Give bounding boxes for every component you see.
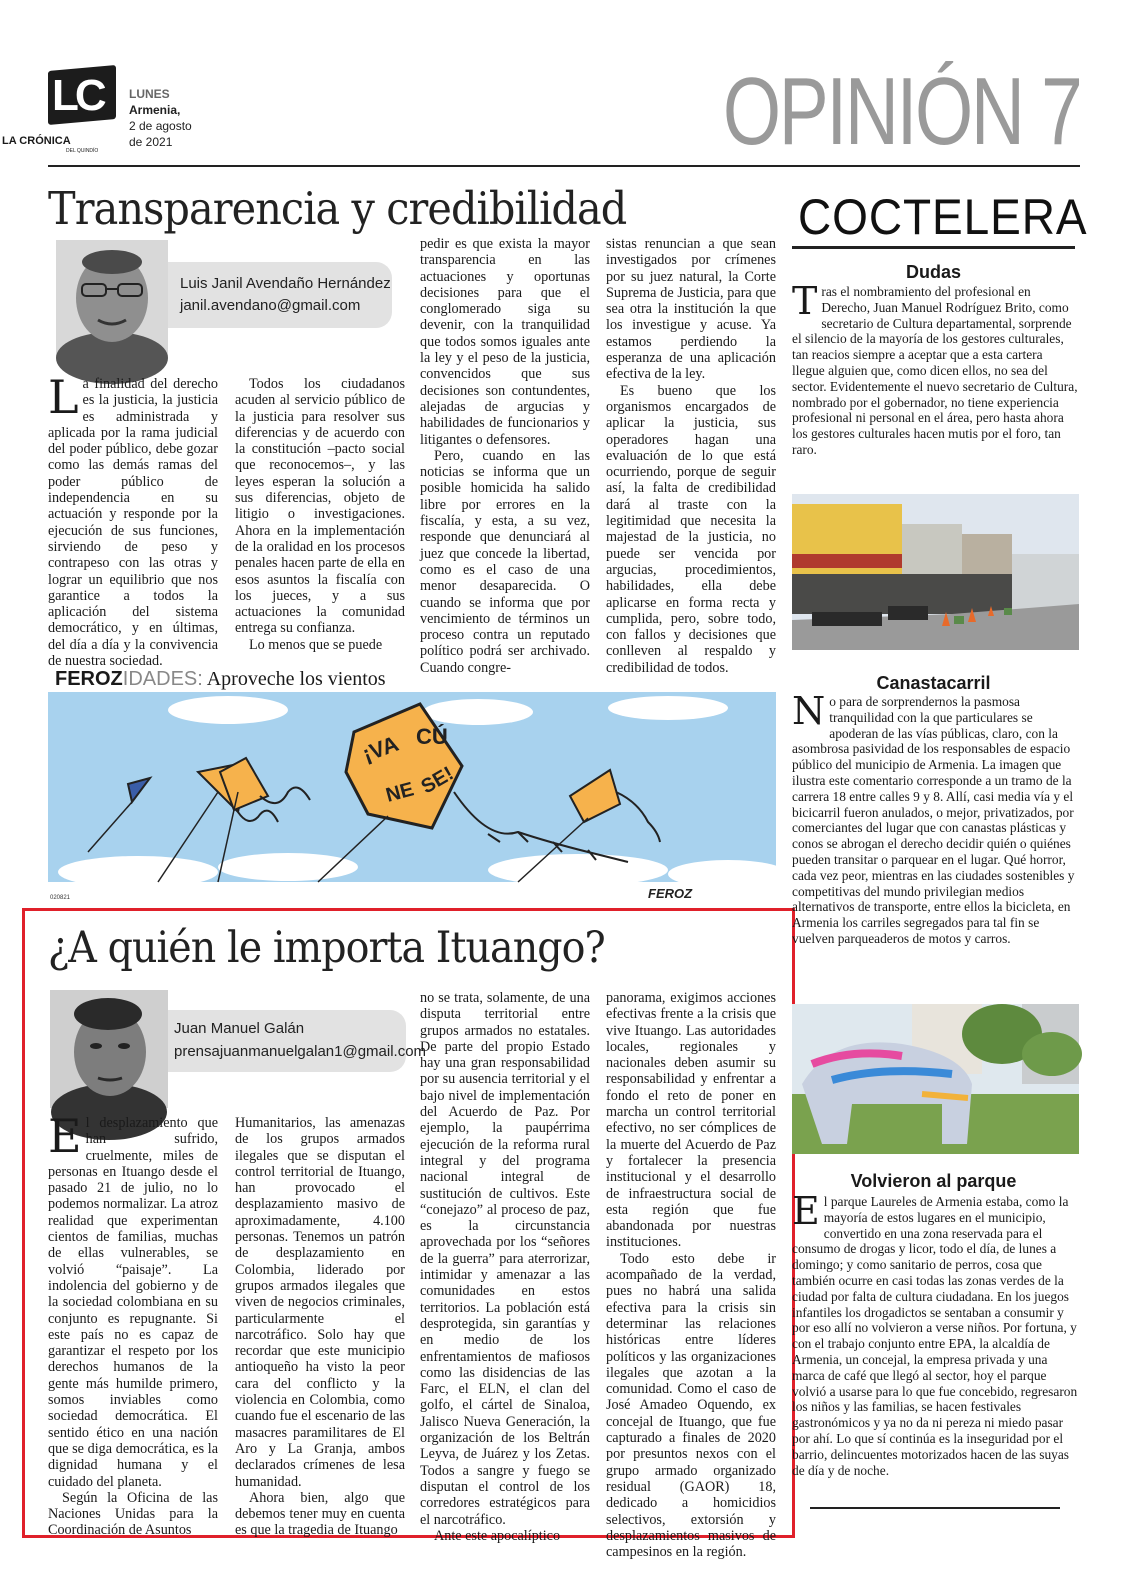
paragraph: sistas renuncian a que sean investigados por crímenes por su juez natural, la Corte Suprema de Justicia, para que sea otra la institución la que los investigue y acuse. Ya estamos perdiendo la esperanza de una aplicación efectiva de la ley. [606, 236, 776, 383]
article-1-author: Luis Janil Avendaño Hernández [180, 275, 391, 292]
article-2-author: Juan Manuel Galán [174, 1020, 305, 1037]
cartoon-code: 020821 [50, 895, 71, 901]
item-1-dropcap: T [792, 279, 818, 323]
paragraph: pedir es que exista la mayor transparencia en las actuaciones y oportunas decisiones para que el conglomerado siga su devenir, con la tranquilidad que todos somos iguales ante la ley y el peso de la justicia, convencidos que sus decisiones son contundentes, alejadas de argucias y habilidades de funcionarios y litigantes o defensores. [420, 236, 590, 448]
article-2-column-3 [420, 990, 590, 1544]
cartoon-illustration [48, 692, 776, 904]
article-2-email[interactable]: prensajuanmanuelgalan1@gmail.com [174, 1043, 427, 1060]
logo-letters: LC [52, 71, 103, 120]
article-2-column-4 [606, 990, 776, 1561]
article-2-dropcap: E [48, 1109, 82, 1163]
article-1-column-2 [235, 376, 405, 653]
coctelera-rule [792, 246, 1075, 249]
logo-subtitle: DEL QUINDÍO [66, 148, 99, 154]
dateline-date: 2 de agosto [129, 119, 192, 133]
coctelera-title: COCTELERA [798, 189, 1088, 245]
paragraph: panorama, exigimos acciones efectivas frente a la crisis que vive Ituango. Las autoridades locales, regionales y nacionales deben asumir su responsabilidad y enfrentar a fondo el reto de poner en marcha un control territorial efectivo, no ser cómplices de la muerte del Acuerdo de Paz y fortalecer la presencia institucional y el desarrollo de infraestructura social de esta región que fue abandonada por nuestras instituciones. [606, 990, 776, 1251]
item-1-heading: Dudas [905, 262, 961, 282]
cartoon-label-bold: FEROZ [55, 668, 123, 690]
paragraph: Ahora bien, algo que debemos tener muy en cuenta es que la tragedia de Ituango [235, 1489, 405, 1539]
cartoon-title: Aproveche los vientos [202, 668, 386, 690]
dateline-day: LUNES [129, 87, 170, 101]
item-2-heading: Canastacarril [876, 673, 991, 693]
item-3-text-block [792, 1189, 1078, 1484]
article-1-col1-text: a finalidad del derecho es la justicia, la justicia es administrada y aplicada por la rama judicial del poder público, debe gozar como las demás ramas del poder público de independencia en su actuación y responde por la ejecución de sus funciones, sirviendo de peso y contrapeso con las otras y lograr un equilibrio que nos garantice a todos la aplicación del sistema democrático, y en últimas, del día a día y la convivencia de nuestra sociedad. [48, 376, 218, 670]
item-2-text: o para de sorprendernos la pasmosa tranquilidad con la que particulares se apoderan de las vías públicas, claro, con la asombrosa pasividad de los responsables de espacio público del municipio de Armenia. La imagen que ilustra este comentario corresponde a un tramo de la carrera 18 entre calles 9 y 8. Allí, casi media vía y el bicicarril fueron anulados, o mejor, privatizados, por comerciantes del lugar que con canastas plásticas y conos se abrogan el derecho decidir quién o quiénes pueden transitar o parquear en el lugar. Qué horror, cada vez peor, mientras en las ciudades sostenibles y competitivas del mundo privilegian medios alternativos de transporte, entre ellos la bicicleta, en Armenia los carriles segregados para tal fin se vuelven parqueaderos de motos y carros. [792, 694, 1075, 946]
item-1-text: ras el nombramiento del profesional en Derecho, Juan Manuel Rodríguez Brito, como secretario de Cultura departamental, sorprende el silencio de la mayoría de los gestores culturales, tan reacios siempre a aceptar que a esta cartera llegue alguien que, como dicen ellos, no sea del sector. Evidentemente el nuevo secretario de Cultura, nombrado por el gobernador, no tiene experiencia profesional ni personal en el área, pero hasta ahora los gestores culturales hacen mutis por el foro, tan raro. [792, 284, 1078, 457]
article-1-title: Transparencia y credibilidad [48, 182, 627, 235]
item-2-text-block [792, 689, 1078, 968]
article-2-title: ¿A quién le importa Ituango? [48, 923, 605, 973]
paragraph: Es bueno que los organismos encargados de aplicar la justicia, sus operadores hagan una evaluación de lo que está ocurriendo, porque de seguir así, la falta de credibilidad dará al traste con la legitimidad que necesita la majestad de la justicia, no puede ser vencida por argucias, procedimientos, habilidades, ella debe aplicarse en forma recta y cumplida, pero, sobre todo, con fallos y decisiones que conlleven al respaldo y credibilidad de todos. [606, 382, 776, 676]
street-photo [792, 494, 1079, 650]
cartoon-caption [55, 668, 386, 691]
item-2-dropcap: N [792, 689, 826, 733]
end-rule [810, 1507, 1060, 1509]
article-1-column-4 [606, 236, 776, 676]
svg-text:CÚ: CÚ [416, 724, 448, 749]
paragraph: Lo menos que se puede [249, 636, 383, 653]
svg-text:SE!: SE! [417, 762, 458, 799]
header-rule [48, 165, 1080, 167]
article-2-column-2 [235, 1115, 405, 1539]
section-title: OPINIÓN 7 [722, 58, 1080, 165]
paragraph: Humanitarios, las amenazas de los grupos armados ilegales que se disputan el control territorial de Ituango, han provocado el desplazamiento masivo de aproximadamente, 4.100 personas. Tenemos un patrón de desplazamiento en Colombia, liderado por grupos armados ilegales que viven de negocios criminales, particularmente el narcotráfico. Solo hay que recordar que este municipio antioqueño ha visto la peor cara del conflicto y la violencia en Colombia, como cuando fue el escenario de las masacres paramilitares de El Aro y La Granja, ambos declarados crímenes de lesa humanidad. [235, 1115, 405, 1490]
paragraph: Pero, cuando en las noticias se informa que un posible homicida ha salido libre por errores en la fiscalía, y esta, a su vez, responde que denunciará al juez que concede la libertad, como es el caso de una menor desaparecida. O cuando se informa que por vencimiento de términos un proceso contra un reputado político podrá ser archivado. Cuando congre- [420, 447, 590, 676]
logo-name: LA CRÓNICA [2, 135, 71, 147]
article-2-col1-text: l desplazamiento que han sufrido, cruelmente, miles de personas en Ituango desde el pasado 21 de julio, no lo podemos normalizar. La atroz realidad que experimentan cientos de familias, muchas de ellas vulnerables, se volvió “paisaje”. La indolencia del gobierno y de la sociedad colombiana en su conjunto es repugnante. Si este país no es capaz de garantizar el respeto por los derechos humanos de la gente más humilde primero, somos inviables como sociedad democrática. El sentido ético en una nación que se diga democrática, es la dignidad humana y el cuidado del planeta. [48, 1115, 218, 1490]
item-3-text: l parque Laureles de Armenia estaba, como la mayoría de estos lugares en el municipio, convertido en una zona reservada para el consumo de drogas y licor, todo el día, de lunes a domingo; y como sanitario de perros, cosa que también ocurre en casi todas las zonas verdes de la ciudad por falta de cultura ciudadana. En los juegos infantiles los drogadictos se sentaban a consumir y por eso allí no volvieron a verse niños. Por fortuna, y con el trabajo conjunto entre EPA, la alcaldía de Armenia, un concejal, la empresa privada y una marca de café que llegó al sector, hoy el parque volvió a usarse para lo que fue concebido, regresaron los niños y las familias, se hacen festivales gastronómicos y ya no da ni pereza ni miedo pasar por ahí. Lo que sí continúa es la inseguridad por el barrio, delincuentes motorizados hacen de las suyas de día y de noche. [792, 1194, 1078, 1478]
article-2-author-photo [50, 990, 168, 1108]
paragraph: Según la Oficina de las Naciones Unidas para la Coordinación de Asuntos [48, 1489, 218, 1539]
paragraph: Todo esto debe ir acompañado de la verdad, pues no habrá una salida efectiva para la crisis sin determinar las relaciones históricas entre líderes políticos y las organizaciones ilegales que azotan a la comunidad. Como el caso de José Amadeo Oquendo, ex concejal de Ituango, que fue capturado a finales de 2020 por presuntos nexos con el grupo armado organizado residual (GAOR) 18, dedicado a homicidios selectivos, extorsión y desplazamientos masivos de campesinos en la región. [606, 1250, 776, 1561]
article-1-email[interactable]: janil.avendano@gmail.com [180, 297, 361, 314]
article-1-column-1 [48, 370, 218, 670]
item-3-heading: Volvieron al parque [850, 1171, 1017, 1191]
article-1-author-photo [56, 240, 168, 358]
park-photo [792, 1004, 1079, 1154]
svg-text:NE: NE [383, 778, 417, 807]
paragraph: Ante este apocalíptico [434, 1527, 561, 1544]
item-3-dropcap: E [792, 1189, 820, 1233]
dateline-city: Armenia, [129, 103, 181, 117]
dateline [129, 86, 192, 150]
article-1-dropcap: L [48, 370, 79, 424]
article-2-column-1 [48, 1109, 218, 1539]
svg-text:¡VA: ¡VA [359, 730, 402, 767]
cartoon-signature: FEROZ [648, 886, 693, 901]
cartoon-label-gray: IDADES: [122, 668, 203, 690]
paragraph: no se trata, solamente, de una disputa territorial entre grupos armados no estatales. De parte del propio Estado hay una gran responsabilidad por su ausencia territorial y el bajo nivel de implementación del Acuerdo de Paz. Por ejemplo, la paupérrima ejecución de la reforma rural integral y del programa nacional integral de sustitución de cultivos. Este “conejazo” al proceso de paz, es la circunstancia aprovechada por los “señores de la guerra” para aterrorizar, intimidar y amenazar a las comunidades en estos territorios. La población está desprotegida, sin garantías y en medio de los enfrentamientos de mafiosos como las disidencias de las Farc, el ELN, el clan del golfo, el cártel de Sinaloa, Jalisco Nueva Generación, la organización de los Beltrán Leyva, de Juárez y los Zetas. Todos a sangre y fuego se disputan el control de los corredores estratégicos para el narcotráfico. [420, 990, 590, 1528]
article-1-column-3 [420, 236, 590, 676]
item-1-text-block [792, 279, 1078, 464]
newspaper-logo [48, 64, 118, 130]
dateline-year: de 2021 [129, 135, 173, 149]
paragraph: Todos los ciudadanos acuden al servicio público de la justicia para resolver sus diferencias y de acuerdo con la constitución –pacto social que reconocemos–, y las leyes esperan la solución a sus diferencias, objeto de litigio o investigaciones. Ahora en la implementación de la oralidad en los procesos penales hacen parte de ella en esos asuntos la fiscalía con los jueces, y a sus actuaciones la comunidad entrega su confianza. [235, 376, 405, 637]
